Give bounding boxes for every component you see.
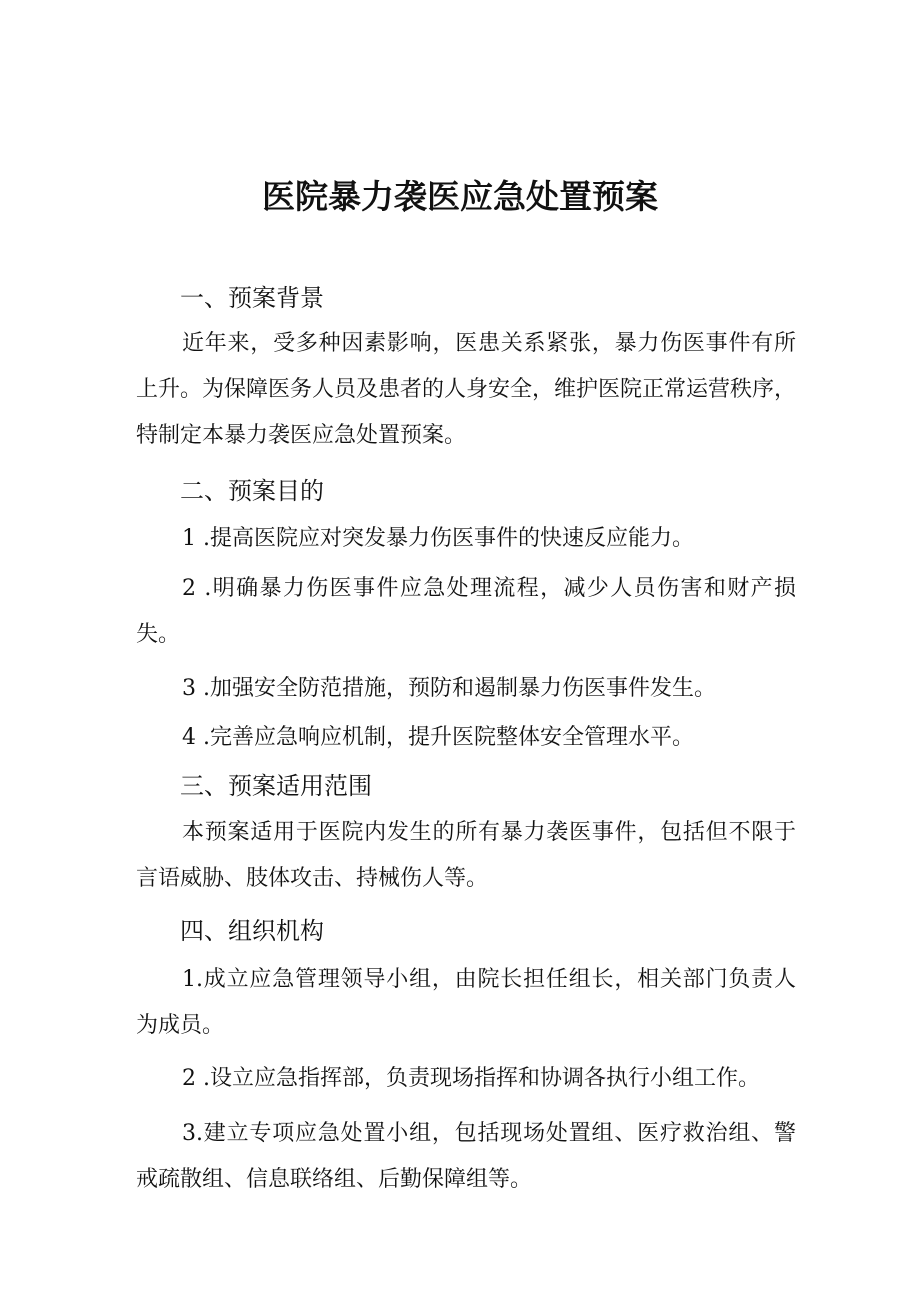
section-heading-purpose: 二、预案目的: [180, 477, 324, 505]
section-heading-organization: 四、组织机构: [180, 917, 324, 945]
list-item-purpose-2: 2 .明确暴力伤医事件应急处理流程，减少人员伤害和财产损失。: [136, 576, 796, 647]
list-item-purpose-1: 1 .提高医院应对突发暴力伤医事件的快速反应能力。: [182, 526, 694, 551]
list-item-organization-3: 3.建立专项应急处置小组，包括现场处置组、医疗救治组、警戒疏散组、信息联络组、后勤保障组等。: [136, 1121, 796, 1192]
document-title: 医院暴力袭医应急处置预案: [262, 177, 658, 216]
section-heading-background: 一、预案背景: [180, 284, 324, 312]
list-item-organization-1: 1.成立应急管理领导小组，由院长担任组长，相关部门负责人为成员。: [136, 967, 796, 1038]
list-item-organization-2: 2 .设立应急指挥部，负责现场指挥和协调各执行小组工作。: [182, 1066, 760, 1091]
paragraph-scope: 本预案适用于医院内发生的所有暴力袭医事件，包括但不限于言语威胁、肢体攻击、持械伤人等。: [136, 820, 796, 891]
list-item-purpose-4: 4 .完善应急响应机制，提升医院整体安全管理水平。: [182, 725, 694, 750]
paragraph-background: 近年来，受多种因素影响，医患关系紧张，暴力伤医事件有所上升。为保障医务人员及患者的人身安全，维护医院正常运营秩序，特制定本暴力袭医应急处置预案。: [136, 331, 797, 448]
section-heading-scope: 三、预案适用范围: [180, 772, 372, 800]
list-item-purpose-3: 3 .加强安全防范措施，预防和遏制暴力伤医事件发生。: [182, 676, 716, 701]
